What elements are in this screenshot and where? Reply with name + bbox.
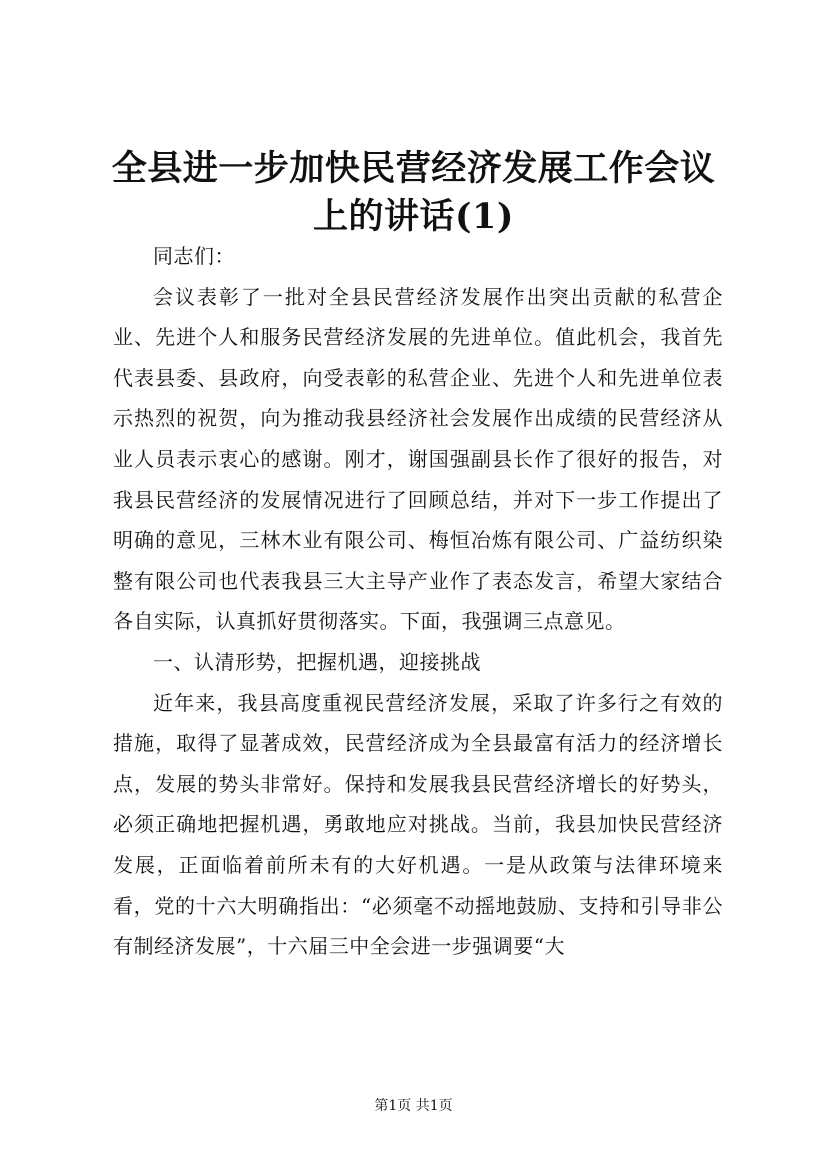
body-paragraph: 近年来，我县高度重视民营经济发展，采取了许多行之有效的措施，取得了显著成效，民营经济成为全县最富有活力的经济增长点，发展的势头非常好。保持和发展我县民营经济增长的好势头，必须正确地把握机遇，勇敢地应对挑战。当前，我县加快民营经济发展，正面临着前所未有的大好机遇。一是从政策与法律环境来看，党的十六大明确指出：“必须毫不动摇地鼓励、支持和引导非公有制经济发展”，十六届三中全会进一步强调要“大 bbox=[113, 690, 723, 959]
intro-paragraph: 会议表彰了一批对全县民营经济发展作出突出贡献的私营企业、先进个人和服务民营经济发展的先进单位。值此机会，我首先代表县委、县政府，向受表彰的私营企业、先进个人和先进单位表示热烈的祝贺，向为推动我县经济社会发展作出成绩的民营经济从业人员表示衷心的感谢。刚才，谢国强副县长作了很好的报告，对我县民营经济的发展情况进行了回顾总结，并对下一步工作提出了明确的意见，三林木业有限公司、梅恒冶炼有限公司、广益纺织染整有限公司也代表我县三大主导产业作了表态发言，希望大家结合各自实际，认真抓好贯彻落实。下面，我强调三点意见。 bbox=[113, 284, 723, 634]
salutation-paragraph: 同志们： bbox=[153, 244, 235, 268]
document-body bbox=[113, 236, 723, 967]
section-heading: 一、认清形势，把握机遇，迎接挑战 bbox=[153, 649, 481, 674]
page-footer: 第1页 共1页 bbox=[374, 1098, 453, 1114]
document-title: 全县进一步加快民营经济发展工作会议上的讲话(1) bbox=[111, 148, 716, 237]
